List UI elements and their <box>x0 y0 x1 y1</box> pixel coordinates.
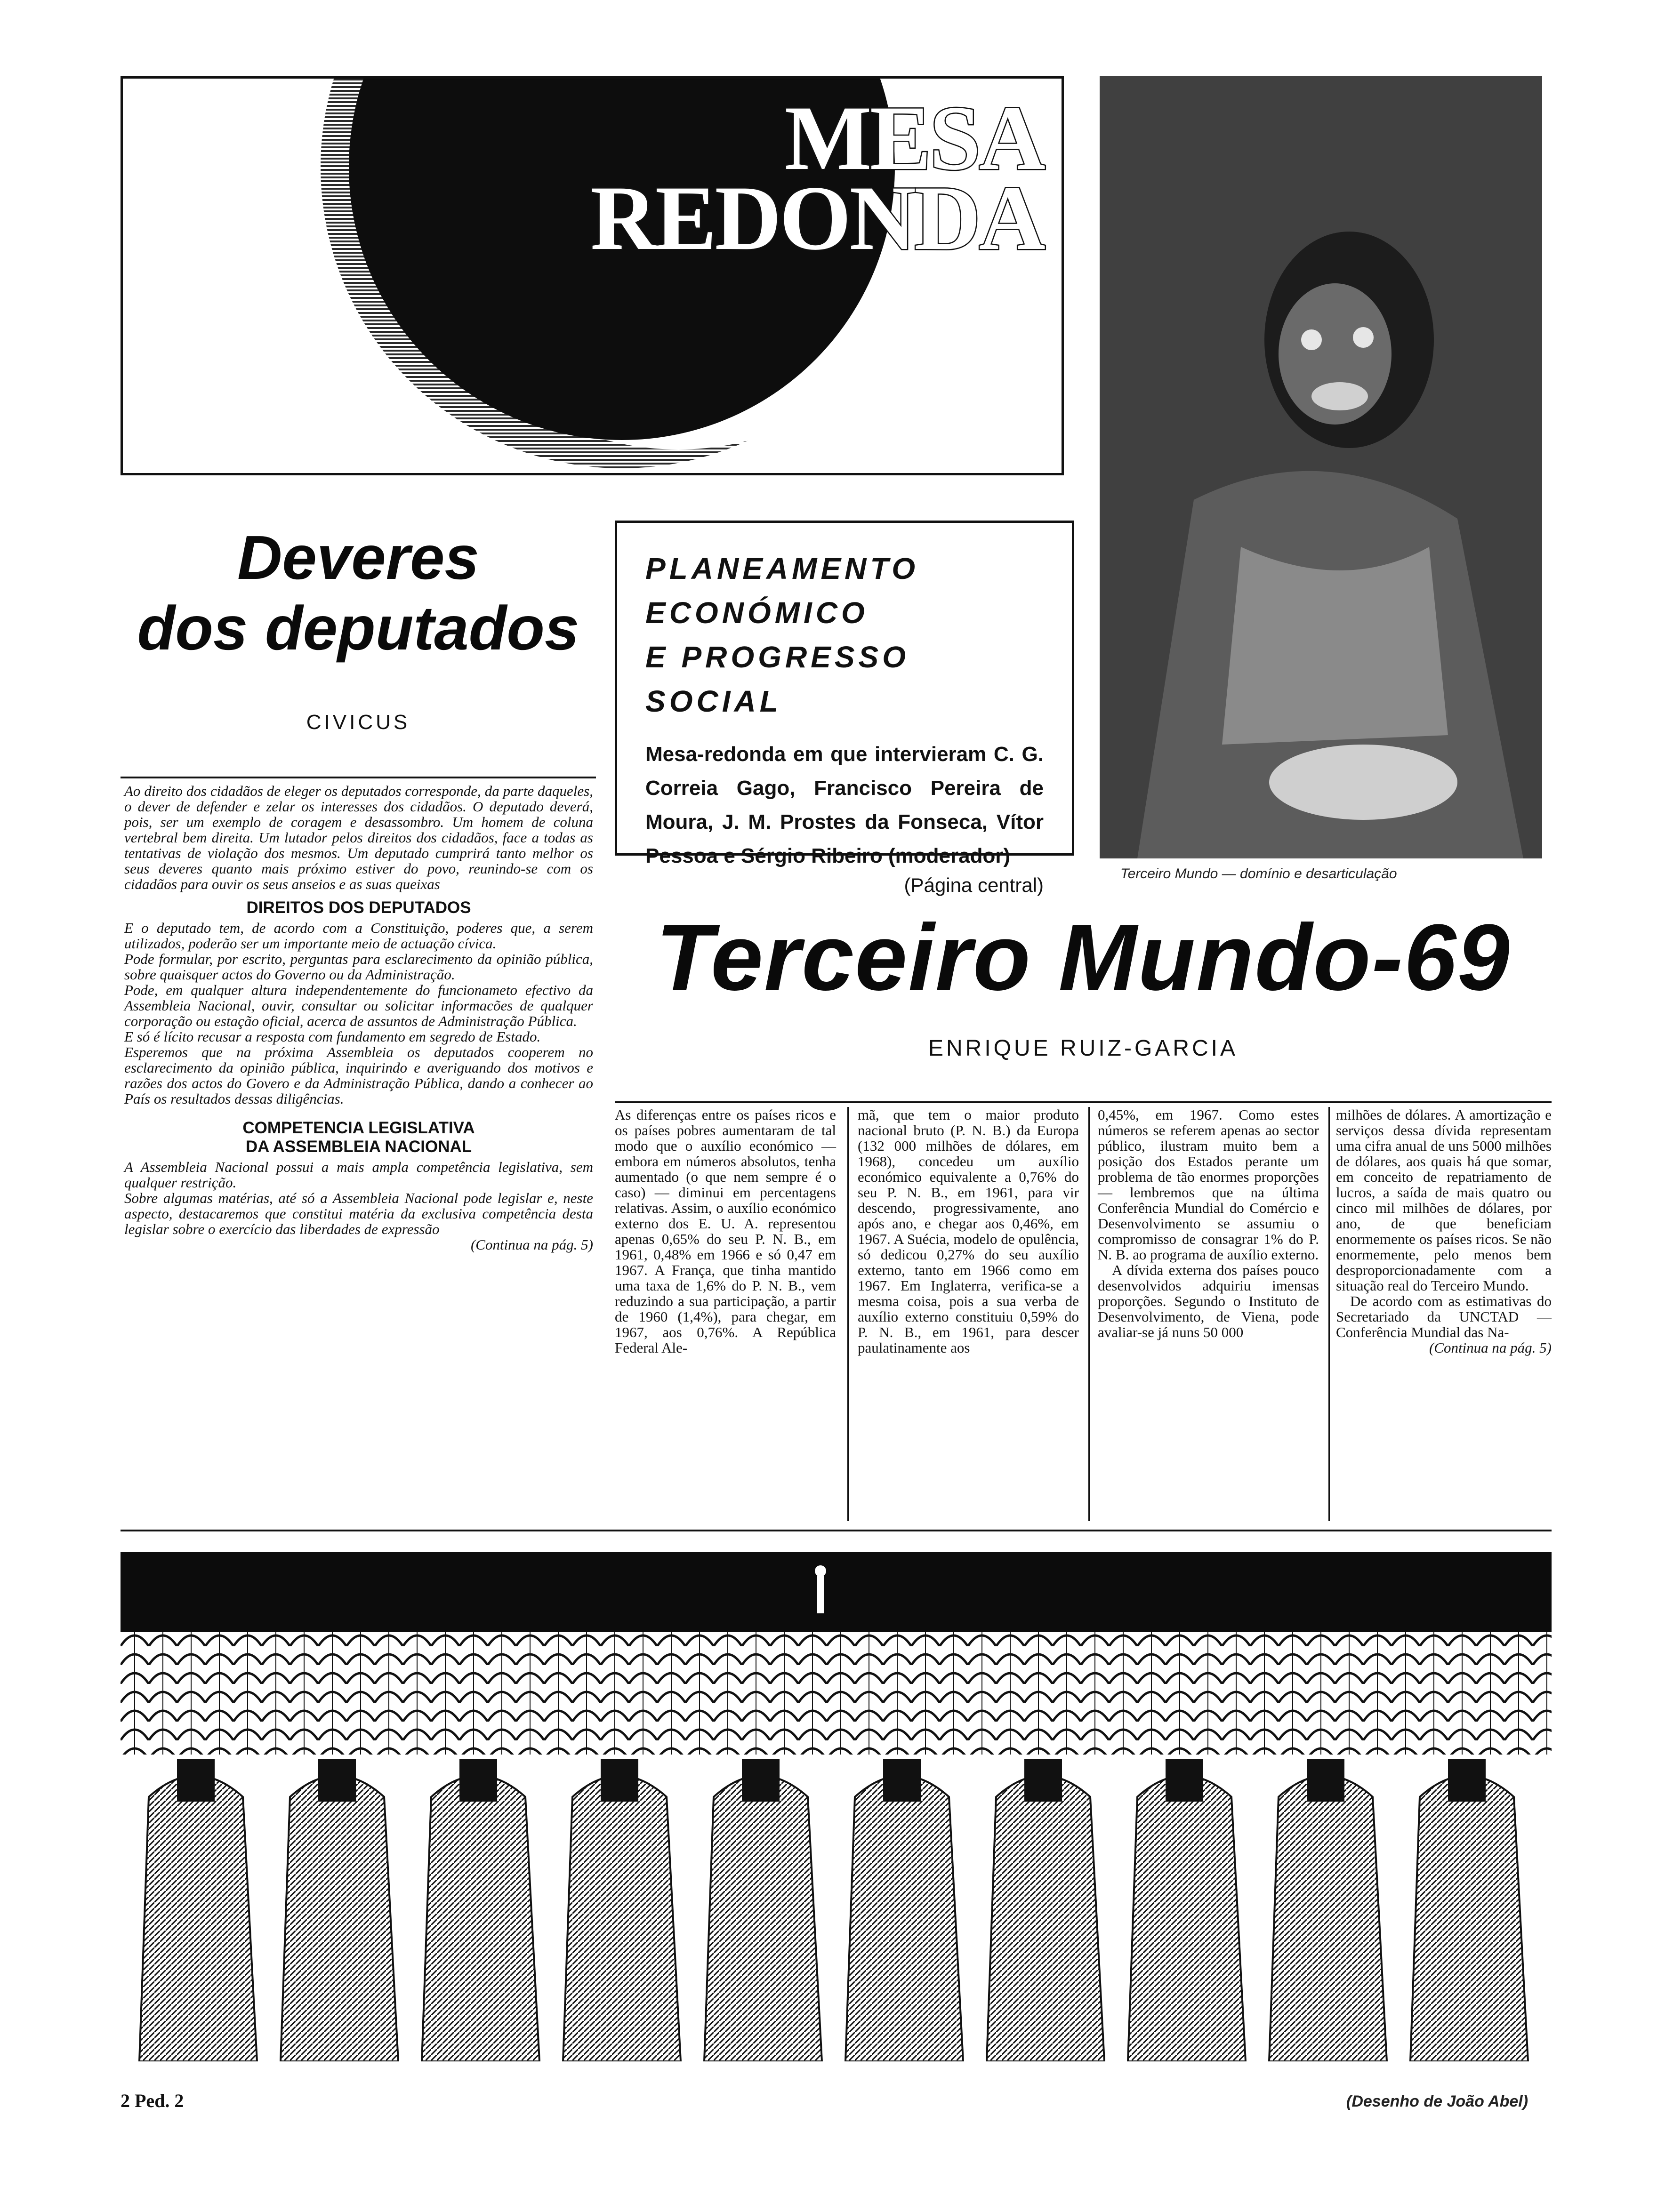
left-article-paragraph: Pode formular, por escrito, perguntas para esclarecimento da opinião pública, sobre quaisquer actos do Governo ou da Administração. <box>124 951 593 983</box>
main-article-rule <box>615 1101 1552 1103</box>
left-article-paragraph: Sobre algumas matérias, até só a Assembleia Nacional pode legislar e, neste aspecto, destacaremos que constitui matéria da exclusiva competência desta legislar sobre o exercício das liberdades de expressão <box>124 1190 593 1237</box>
feature-box-title-line2: E PROGRESSO SOCIAL <box>645 640 909 718</box>
left-article-title <box>121 522 596 664</box>
bottom-rule <box>121 1530 1552 1531</box>
illustration <box>121 1552 1552 2061</box>
illustration-credit: (Desenho de João Abel) <box>1346 2092 1528 2110</box>
main-article-continuation: (Continua na pág. 5) <box>1429 1339 1552 1356</box>
main-article-column-4-p1: milhões de dólares. A amortização e serviços dessa dívida representam uma cifra anual de uns 5000 milhões de dólares, aos quais há que somar, em conceito de repatriamento de lucros, a saída de mais quatro ou cinco mil milhões de dólares, por ano, de que beneficiam enormemente os países ricos. Se não enormemente, pelo menos bem desproporcionadamente com a situação real do Terceiro Mundo. <box>1336 1106 1552 1294</box>
left-article-paragraph: E só é lícito recusar a resposta com fundamento em segredo de Estado. <box>124 1028 541 1045</box>
left-article-rule <box>121 777 596 778</box>
left-article-body <box>124 783 593 1252</box>
photo-image <box>1100 76 1542 858</box>
column-divider <box>1328 1107 1330 1521</box>
left-article-paragraph: A Assembleia Nacional possui a mais ampla competência legislativa, sem qualquer restrição. <box>124 1159 593 1191</box>
section-heading-competencia-line2: DA ASSEMBLEIA NACIONAL <box>245 1138 472 1156</box>
feature-box <box>615 521 1074 896</box>
main-article-title: Terceiro Mundo-69 <box>656 905 1511 1010</box>
left-article-intro: Ao direito dos cidadãos de eleger os deputados corresponde, da parte daqueles, o dever de defender e zelar os interesses dos cidadãos. O deputado deverá, pois, ser um exemplo de coragem e desassombro. Um homem de coluna vertebral bem direita. Um lutador pelos direitos dos cidadãos, face a todas as tentativas de violação dos mesmos. Um deputado cumprirá tanto melhor os seus deveres quanto mais próximo estiver do povo, reunindo-se com os cidadãos para ouvir os seus anseios e as suas queixas <box>124 783 593 892</box>
page-number: 2 Ped. 2 <box>121 2090 184 2111</box>
main-article-column-3-p2: A dívida externa dos países pouco desenvolvidos adquiriu imensas proporções. Segundo o Instituto de Desenvolvimento, de Viena, pode avaliar-se já nuns 50 000 <box>1098 1262 1319 1340</box>
section-heading-competencia <box>124 1119 593 1156</box>
left-article-paragraph: Esperemos que na próxima Assembleia os deputados cooperem no esclarecimento da opinião pública, inquirindo e averiguando dos motivos e razões dos actos do Govero e da Administração Pública, dando a conhecer ao País os resultados dessas diligências. <box>124 1044 593 1107</box>
section-heading-competencia-line1: COMPETENCIA LEGISLATIVA <box>242 1119 475 1137</box>
main-article-column-1: As diferenças entre os países ricos e os países pobres aumentaram de tal modo que o auxílio económico — embora em números absolutos, tenha aumentado (o que nem sempre é o caso) — diminui em percentagens relativas. Assim, o auxílio económico externo dos E. U. A. representou apenas 0,65% do seu P. N. B., em 1961, 0,48% em 1966 e só 0,47 em 1967. A França, que tinha mantido uma taxa de 1,6% do P. N. B., vem reduzindo a sua participação, a partir de 1960 (1,4%), para chegar, em 1967, aos 0,76%. A República Federal Ale- <box>615 1106 836 1356</box>
column-divider <box>847 1107 849 1521</box>
photo-child <box>1100 76 1542 858</box>
feature-box-title <box>645 546 1044 723</box>
masthead-title-line1: MESA <box>784 87 1044 189</box>
feature-box-title-line1: PLANEAMENTO ECONÓMICO <box>645 552 919 630</box>
illustration-figures-drawing <box>121 1552 1552 2061</box>
masthead-title <box>590 87 1044 269</box>
main-article-column-3-p1: 0,45%, em 1967. Como estes números se referem apenas ao sector público, ilustram muito bem a posição dos Estados perante um problema de tão enormes proporções — lembremos que na última Conferência Mundial do Comércio e Desenvolvimento se assumiu o compromisso de consagrar 1% do P. N. B. ao programa de auxílio externo. <box>1098 1106 1319 1263</box>
feature-box-body: Mesa-redonda em que intervieram C. G. Correia Gago, Francisco Pereira de Moura, J. M. Prostes da Fonseca, Vítor Pessoa e Sérgio Ribeiro (moderador) <box>645 743 1044 867</box>
main-article-author: ENRIQUE RUIZ-GARCIA <box>928 1036 1239 1061</box>
photo-caption: Terceiro Mundo — domínio e desarticulação <box>1120 866 1397 882</box>
left-article-title-line1: Deveres <box>237 523 479 592</box>
masthead-title-line2: REDONDA <box>590 167 1044 269</box>
feature-box-page-ref: (Página central) <box>904 874 1044 896</box>
left-article-continuation: (Continua na pág. 5) <box>470 1236 593 1253</box>
left-article-paragraph: E o deputado tem, de acordo com a Constituição, poderes que, a serem utilizados, poderão ser um importante meio de actuação cívica. <box>124 920 593 952</box>
main-article-body <box>615 1107 1552 1521</box>
main-article-column-4 <box>1336 1107 1552 1355</box>
masthead <box>121 76 1064 475</box>
left-article-paragraph: Pode, em qualquer altura independentemente do funcionameto efectivo da Assembleia Nacional, ouvir, consultar ou solicitar informacões de qualquer corporação ou estação oficial, acerca de assuntos de Administração Pública. <box>124 982 593 1029</box>
left-article-title-line2: dos deputados <box>137 593 579 663</box>
main-article-column-3 <box>1098 1107 1319 1340</box>
main-article-column-4-p2: De acordo com as estimativas do Secretariado da UNCTAD — Conferência Mundial das Na- <box>1336 1293 1552 1340</box>
main-article-column-2: mã, que tem o maior produto nacional bruto (P. N. B.) da Europa (132 000 milhões de dólares, em 1968), concedeu um auxílio económico equivalente a 0,76% do seu P. N. B., em 1961, para vir descendo, progressivamente, ano após ano, e chegar aos 0,46%, em 1967. A Suécia, modelo de opulência, só dedicou 0,27% do seu auxílio externo, tanto em 1966 como em 1967. Em Inglaterra, verifica-se a mesma coisa, pois a sua verba de auxílio externo constituiu 0,59% do P. N. B., em 1961, para descer paulatinamente aos <box>858 1106 1079 1356</box>
column-divider <box>1088 1107 1090 1521</box>
section-heading-direitos: DIREITOS DOS DEPUTADOS <box>246 898 471 917</box>
left-article-author: CIVICUS <box>306 711 410 734</box>
